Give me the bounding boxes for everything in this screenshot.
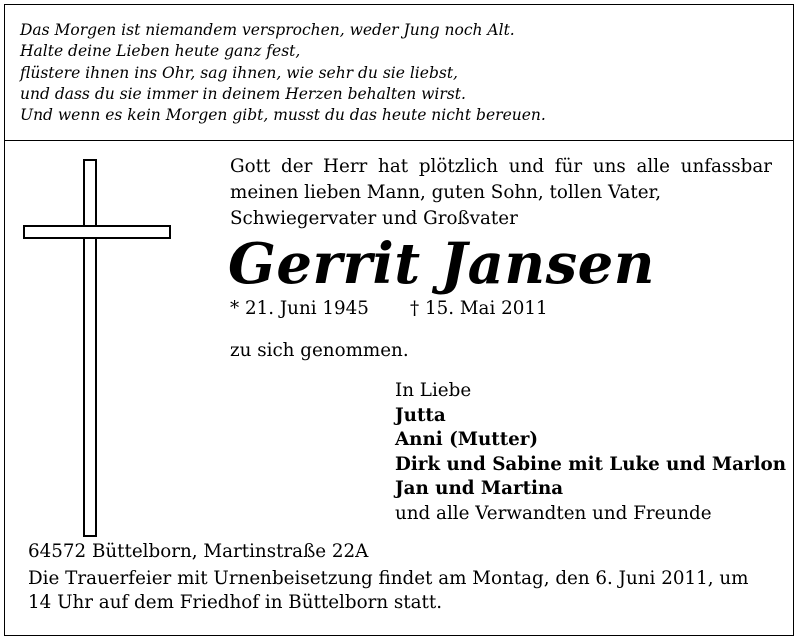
death-date: † 15. Mai 2011 <box>410 298 548 319</box>
poem-line: flüstere ihnen ins Ohr, sag ihnen, wie sehr du sie liebst, <box>20 63 458 82</box>
intro-line: meinen lieben Mann, guten Sohn, tollen Vater, <box>230 182 662 203</box>
mourner-name: Anni (Mutter) <box>395 429 539 450</box>
poem-line: Das Morgen ist niemandem versprochen, weder Jung noch Alt. <box>20 21 515 39</box>
address: 64572 Büttelborn, Martinstraße 22A <box>28 541 369 562</box>
poem-line: Und wenn es kein Morgen gibt, musst du das heute nicht bereuen. <box>20 106 546 125</box>
deceased-name: Gerrit Jansen <box>228 231 655 297</box>
funeral-info <box>28 567 778 615</box>
cross-icon <box>22 158 172 538</box>
divider <box>4 140 794 141</box>
mourners-intro: In Liebe <box>395 380 472 401</box>
poem <box>20 20 760 126</box>
poem-line: Halte deine Lieben heute ganz fest, <box>20 42 301 61</box>
intro-text <box>230 154 772 232</box>
mourners <box>395 379 786 526</box>
funeral-line: Die Trauerfeier mit Urnenbeisetzung findet am Montag, den 6. Juni 2011, um <box>28 568 749 589</box>
taken-text: zu sich genommen. <box>230 340 409 361</box>
life-dates <box>230 296 548 322</box>
mourner-name: Jutta <box>395 404 446 426</box>
mourner-name: Dirk und Sabine mit Luke und Marlon <box>395 453 787 475</box>
poem-line: und dass du sie immer in deinem Herzen behalten wirst. <box>20 84 466 103</box>
intro-line: Gott der Herr hat plötzlich und für uns alle unfassbar <box>230 156 772 177</box>
birth-date: * 21. Juni 1945 <box>230 298 369 319</box>
mourner-name: Jan und Martina <box>395 478 564 499</box>
intro-line: Schwiegervater und Großvater <box>230 208 518 229</box>
mourners-closing: und alle Verwandten und Freunde <box>395 502 712 524</box>
funeral-line: 14 Uhr auf dem Friedhof in Büttelborn statt. <box>28 592 443 613</box>
